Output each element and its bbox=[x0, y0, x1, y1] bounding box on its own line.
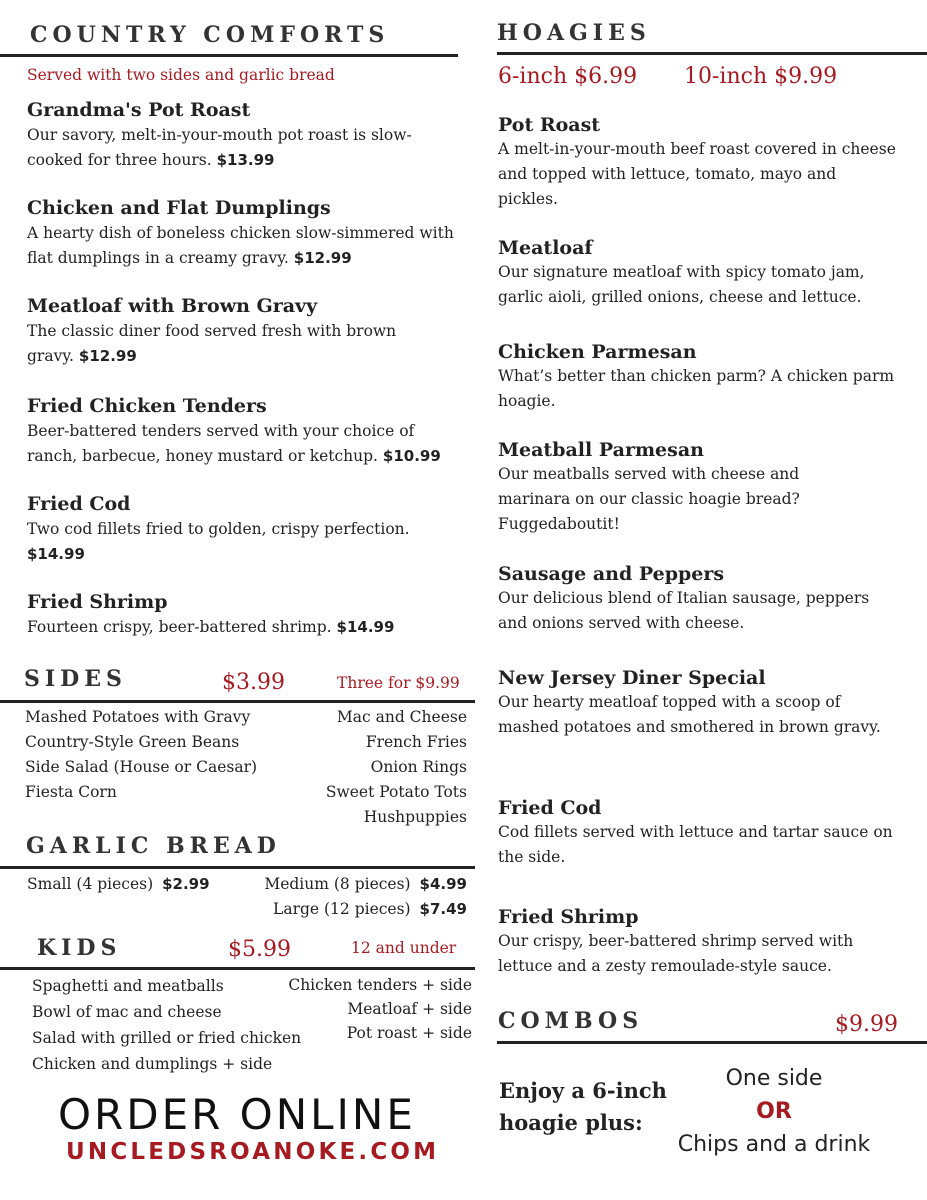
item-description: Our crispy, beer-battered shrimp served with lettuce and a zesty remoulade-style sauce. bbox=[498, 932, 854, 975]
list-item: Hushpuppies bbox=[363, 808, 467, 826]
combo-option: One side bbox=[725, 1066, 823, 1091]
item-name: Meatloaf bbox=[498, 237, 593, 259]
combos-price: $9.99 bbox=[835, 1012, 898, 1037]
item-price: $14.99 bbox=[27, 545, 85, 563]
list-item: Salad with grilled or fried chicken bbox=[32, 1029, 302, 1047]
combo-option: Chips and a drink bbox=[677, 1132, 871, 1157]
item-price: $12.99 bbox=[293, 249, 352, 267]
item-description: Our delicious blend of Italian sausage, peppers and onions served with cheese. bbox=[498, 589, 870, 632]
garlic-medium bbox=[230, 872, 467, 897]
item-description: A melt-in-your-mouth beef roast covered in cheese and topped with lettuce, tomato, mayo and pickles. bbox=[498, 140, 896, 208]
menu-item bbox=[498, 114, 898, 212]
item-name: Fried Cod bbox=[27, 493, 131, 515]
list-item: Pot roast + side bbox=[346, 1024, 472, 1042]
garlic-medium-price: $4.99 bbox=[419, 875, 467, 893]
item-name: Fried Shrimp bbox=[498, 906, 639, 928]
sides-price: $3.99 bbox=[222, 670, 285, 695]
item-name: Fried Shrimp bbox=[27, 591, 168, 613]
kids-note: 12 and under bbox=[351, 939, 457, 957]
list-item: Country-Style Green Beans bbox=[25, 733, 240, 751]
section-divider bbox=[0, 700, 475, 703]
menu-item bbox=[27, 493, 457, 567]
menu-item bbox=[498, 797, 903, 870]
item-description: The classic diner food served fresh with brown gravy. bbox=[27, 322, 397, 365]
menu-item bbox=[498, 237, 898, 310]
order-online-headline: ORDER ONLINE bbox=[58, 1090, 416, 1139]
hoagie-six-inch-price: 6-inch $6.99 bbox=[498, 64, 638, 89]
item-price: $13.99 bbox=[216, 151, 275, 169]
list-item: Spaghetti and meatballs bbox=[32, 977, 224, 995]
item-description: Our signature meatloaf with spicy tomato jam, garlic aioli, grilled onions, cheese and lettuce. bbox=[498, 263, 865, 306]
combos-options bbox=[664, 1062, 884, 1161]
list-item: Onion Rings bbox=[370, 758, 467, 776]
menu-item bbox=[498, 906, 898, 979]
item-name: Meatball Parmesan bbox=[498, 439, 704, 461]
section-divider bbox=[0, 967, 475, 970]
menu-item bbox=[498, 563, 898, 636]
menu-item bbox=[27, 197, 457, 271]
menu-item bbox=[498, 341, 898, 414]
combos-title: COMBOS bbox=[498, 1008, 644, 1034]
sides-right-list bbox=[280, 705, 467, 830]
item-name: Sausage and Peppers bbox=[498, 563, 725, 585]
garlic-small bbox=[27, 872, 210, 897]
combos-enjoy-text: Enjoy a 6-inch hoagie plus: bbox=[499, 1078, 667, 1135]
list-item: Fiesta Corn bbox=[25, 783, 117, 801]
item-name: Chicken and Flat Dumplings bbox=[27, 197, 331, 219]
section-divider bbox=[497, 1041, 927, 1044]
garlic-large-price: $7.49 bbox=[419, 900, 467, 918]
menu-item bbox=[27, 99, 457, 173]
item-name: Fried Cod bbox=[498, 797, 602, 819]
list-item: Bowl of mac and cheese bbox=[32, 1003, 222, 1021]
hoagies-title: HOAGIES bbox=[497, 20, 651, 46]
garlic-medium-label: Medium (8 pieces) bbox=[264, 875, 411, 893]
item-price: $12.99 bbox=[78, 347, 137, 365]
list-item: Chicken and dumplings + side bbox=[32, 1055, 273, 1073]
sides-title: SIDES bbox=[24, 666, 127, 692]
list-item: Side Salad (House or Caesar) bbox=[25, 758, 258, 776]
garlic-small-price: $2.99 bbox=[162, 875, 210, 893]
list-item: Chicken tenders + side bbox=[288, 976, 472, 994]
hoagie-ten-inch-price: 10-inch $9.99 bbox=[684, 64, 838, 89]
item-name: Fried Chicken Tenders bbox=[27, 395, 267, 417]
item-description: A hearty dish of boneless chicken slow-simmered with flat dumplings in a creamy gravy. bbox=[27, 224, 454, 267]
item-description: Fourteen crispy, beer-battered shrimp. bbox=[27, 618, 332, 636]
item-name: Meatloaf with Brown Gravy bbox=[27, 295, 318, 317]
kids-right-list bbox=[280, 973, 472, 1045]
garlic-large-label: Large (12 pieces) bbox=[273, 900, 411, 918]
item-description: Two cod fillets fried to golden, crispy perfection. bbox=[27, 520, 410, 538]
section-divider bbox=[0, 54, 458, 57]
item-description: Cod fillets served with lettuce and tartar sauce on the side. bbox=[498, 823, 893, 866]
item-name: New Jersey Diner Special bbox=[498, 667, 766, 689]
menu-item bbox=[27, 395, 467, 469]
item-name: Grandma's Pot Roast bbox=[27, 99, 251, 121]
menu-item bbox=[498, 439, 858, 537]
item-price: $14.99 bbox=[336, 618, 395, 636]
item-description: Our savory, melt-in-your-mouth pot roast is slow-cooked for three hours. bbox=[27, 126, 412, 169]
item-name: Pot Roast bbox=[498, 114, 601, 136]
item-price: $10.99 bbox=[382, 447, 441, 465]
order-url-link[interactable]: UNCLEDSROANOKE.COM bbox=[66, 1139, 440, 1165]
sides-left-list bbox=[25, 705, 257, 805]
garlic-bread-title: GARLIC BREAD bbox=[26, 833, 281, 859]
item-description: What’s better than chicken parm? A chicken parm hoagie. bbox=[498, 367, 895, 410]
section-divider bbox=[0, 866, 475, 869]
item-description: Beer-battered tenders served with your choice of ranch, barbecue, honey mustard or ketchup. bbox=[27, 422, 415, 465]
menu-item bbox=[498, 667, 898, 740]
sides-deal: Three for $9.99 bbox=[337, 674, 460, 692]
item-description: Our meatballs served with cheese and marinara on our classic hoagie bread? Fuggedaboutit! bbox=[498, 465, 800, 533]
garlic-small-label: Small (4 pieces) bbox=[27, 875, 154, 893]
country-comforts-title: COUNTRY COMFORTS bbox=[30, 22, 390, 48]
list-item: Meatloaf + side bbox=[347, 1000, 472, 1018]
kids-price: $5.99 bbox=[228, 937, 291, 962]
item-description: Our hearty meatloaf topped with a scoop of mashed potatoes and smothered in brown gravy. bbox=[498, 693, 881, 736]
country-subtitle: Served with two sides and garlic bread bbox=[27, 66, 335, 84]
list-item: French Fries bbox=[365, 733, 467, 751]
list-item: Mac and Cheese bbox=[336, 708, 467, 726]
kids-title: KIDS bbox=[37, 935, 122, 961]
combo-or: OR bbox=[756, 1099, 792, 1124]
list-item: Sweet Potato Tots bbox=[325, 783, 467, 801]
section-divider bbox=[497, 52, 927, 55]
garlic-large bbox=[230, 897, 467, 922]
item-name: Chicken Parmesan bbox=[498, 341, 697, 363]
menu-item bbox=[27, 591, 467, 640]
list-item: Mashed Potatoes with Gravy bbox=[25, 708, 251, 726]
kids-left-list bbox=[32, 973, 301, 1077]
menu-item bbox=[27, 295, 432, 369]
